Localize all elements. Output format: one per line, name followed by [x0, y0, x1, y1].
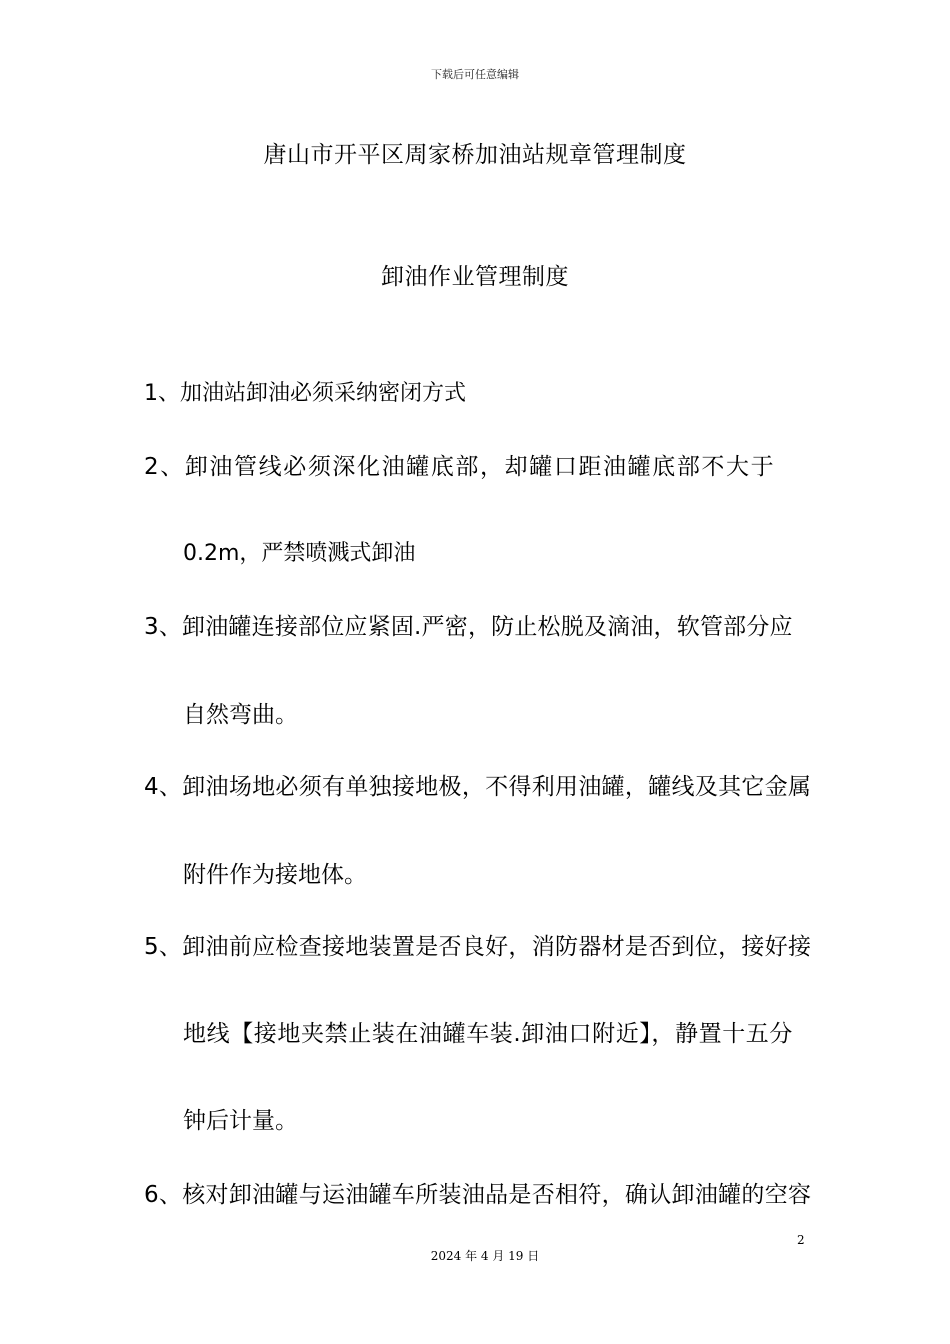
list-item-6-line-1: 6、核对卸油罐与运油罐车所装油品是否相符，确认卸油罐的空容 — [144, 1182, 812, 1208]
list-item-5-line-2: 地线【接地夹禁止装在油罐车装.卸油口附近】，静置十五分 — [183, 1021, 794, 1047]
list-item-5-line-1: 5、卸油前应检查接地装置是否良好，消防器材是否到位，接好接 — [144, 934, 812, 960]
list-item-1-line-1: 1、加油站卸油必须采纳密闭方式 — [144, 381, 466, 406]
section-title: 卸油作业管理制度 — [381, 264, 569, 290]
list-item-3-line-1: 3、卸油罐连接部位应紧固.严密，防止松脱及滴油，软管部分应 — [144, 614, 793, 640]
list-item-4-line-1: 4、卸油场地必须有单独接地极，不得利用油罐，罐线及其它金属 — [144, 774, 812, 800]
list-item-2-line-1: 2、卸油管线必须深化油罐底部，却罐口距油罐底部不大于 — [144, 454, 776, 480]
document-title: 唐山市开平区周家桥加油站规章管理制度 — [263, 142, 687, 168]
page-footer-date: 2024 年 4 月 19 日 — [430, 1249, 540, 1263]
list-item-5-line-3: 钟后计量。 — [183, 1108, 298, 1134]
list-item-3-line-2: 自然弯曲。 — [183, 702, 298, 728]
page-header-note: 下载后可任意编辑 — [431, 68, 519, 81]
page-number: 2 — [797, 1233, 805, 1247]
list-item-4-line-2: 附件作为接地体。 — [183, 862, 367, 888]
list-item-2-line-2: 0.2m，严禁喷溅式卸油 — [183, 541, 416, 566]
